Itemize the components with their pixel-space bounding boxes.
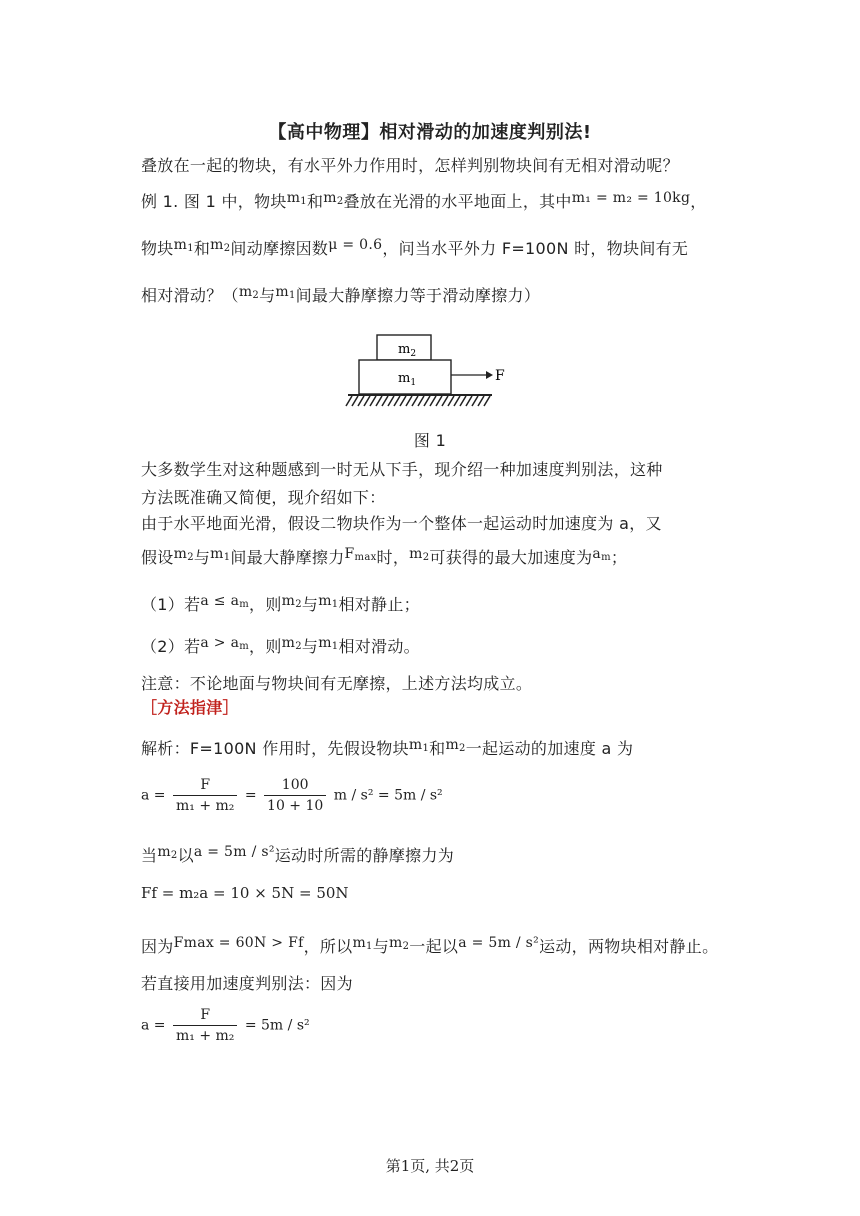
hatch-line	[448, 396, 454, 406]
hatch-line	[406, 396, 412, 406]
hatch-line	[412, 396, 418, 406]
hatch-line	[484, 396, 490, 406]
hatch-line	[382, 396, 388, 406]
mu-value: μ = 0.6	[328, 237, 383, 253]
direct-method-line: 若直接用加速度判别法：因为	[141, 974, 353, 993]
hatch-line	[352, 396, 358, 406]
case-2: （2）若$a > a_m$，则$m_2$与$m_1$相对滑动。	[141, 635, 420, 656]
mass-equation: m₁ = m₂ = 10kg	[571, 190, 691, 206]
paragraph-1: 大多数学生对这种题感到一时无从下手，现介绍一种加速度判别法，这种	[141, 460, 663, 479]
analysis-line: 解析：F=100N 作用时，先假设物块$m_1$和$m_2$一起运动的加速度 a 为	[141, 737, 634, 758]
hatch-line	[418, 396, 424, 406]
equation-3: a = $\frac{F}{\text{m₁ + m₂}}$ = 5m / s²	[141, 1007, 310, 1044]
case-1: （1）若$a \le a_m$，则$m_2$与$m_1$相对静止；	[141, 593, 420, 614]
hatch-line	[358, 396, 364, 406]
hatch-line	[388, 396, 394, 406]
when-line: 当$m_2$以a = 5m / s²运动时所需的静摩擦力为	[141, 844, 455, 865]
example-line-3: 相对滑动？（$m_2$与$m_1$间最大静摩擦力等于滑动摩擦力）	[141, 284, 541, 305]
hatch-line	[424, 396, 430, 406]
ground-hatching	[346, 396, 490, 406]
label-m2: $m_2$	[398, 342, 417, 359]
method-heading: ［方法指津］	[141, 698, 239, 717]
figure-1-diagram	[340, 326, 520, 412]
equation-2: Ff = m₂a = 10 × 5N = 50N	[141, 884, 349, 902]
note-text: 注意：不论地面与物块间有无摩擦，上述方法均成立。	[141, 674, 533, 693]
hatch-line	[394, 396, 400, 406]
hatch-line	[454, 396, 460, 406]
hatch-line	[472, 396, 478, 406]
paragraph-2: 方法既准确又简便，现介绍如下：	[141, 488, 386, 507]
hatch-line	[400, 396, 406, 406]
equation-1: a = $\frac{F}{\text{m₁ + m₂}}$ = $\frac{100}{10 + 10}$ m / s² = 5m / s²	[141, 777, 443, 814]
hatch-line	[364, 396, 370, 406]
hatch-line	[466, 396, 472, 406]
figure-caption: 图 1	[413, 431, 447, 450]
paragraph-4: 假设$m_2$与$m_1$间最大静摩擦力$F_{max}$时，$m_2$可获得的最大加速度为$a_m$；	[141, 546, 628, 567]
example-line-1: 例 1. 图 1 中，物块$m_1$和$m_2$叠放在光滑的水平地面上，其中m₁ = m₂ = 10kg，	[141, 190, 707, 211]
example-line-2: 物块$m_1$和$m_2$间动摩擦因数μ = 0.6，问当水平外力 F=100N 时，物块间有无	[141, 237, 689, 258]
hatch-line	[370, 396, 376, 406]
symbol-m1: $m_1$	[286, 190, 307, 207]
hatch-line	[442, 396, 448, 406]
hatch-line	[460, 396, 466, 406]
hatch-line	[430, 396, 436, 406]
page-footer: 第1页, 共2页	[385, 1157, 475, 1175]
because-line: 因为Fmax = 60N > Ff，所以$m_1$与$m_2$一起以a = 5m / s²运动，两物块相对静止。	[141, 935, 719, 956]
symbol-m2: $m_2$	[323, 190, 344, 207]
hatch-line	[376, 396, 382, 406]
hatch-line	[436, 396, 442, 406]
label-m1: $m_1$	[398, 371, 417, 388]
hatch-line	[478, 396, 484, 406]
page-title: 【高中物理】相对滑动的加速度判别法!	[268, 122, 592, 143]
intro-text: 叠放在一起的物块，有水平外力作用时，怎样判别物块间有无相对滑动呢？	[141, 156, 679, 175]
hatch-line	[346, 396, 352, 406]
force-arrowhead	[486, 371, 493, 379]
force-label: F	[495, 368, 505, 384]
paragraph-3: 由于水平地面光滑，假设二物块作为一个整体一起运动时加速度为 a，又	[141, 514, 662, 533]
